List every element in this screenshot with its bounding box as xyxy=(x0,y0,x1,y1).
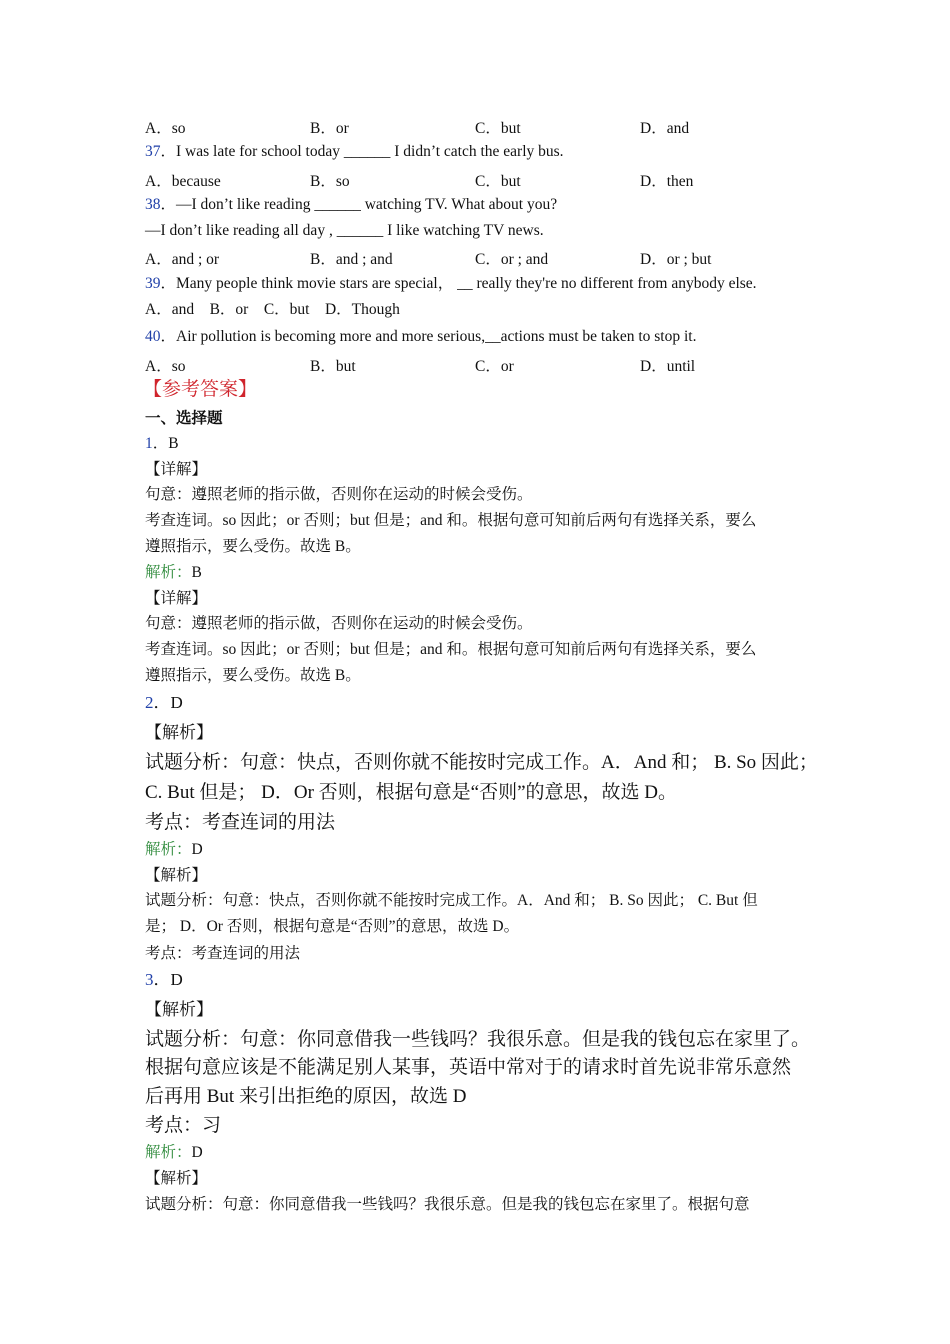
answer-2-jiexi xyxy=(145,840,203,860)
answer-2-value: ．D xyxy=(153,693,183,712)
q40-option-d: D．until xyxy=(640,358,696,375)
answer-1-value: ．B xyxy=(152,435,179,452)
answer-3-analysis-line1: 试题分析：句意：你同意借我一些钱吗？我很乐意。但是我的钱包忘在家里了。 xyxy=(145,1029,811,1050)
answer-1-analysis-line3: 考查连词。so 因此；or 否则；but 但是；and 和。根据句意可知前后两句有选择关系，要么 xyxy=(145,641,757,658)
q36-option-d: D．and xyxy=(640,120,690,137)
q37-option-a: A．because xyxy=(145,173,221,190)
q39-options: A．and B．or C．but D．Though xyxy=(145,301,400,318)
q39-text: ．Many people think movie stars are special， __ really they're no different from anybody else. xyxy=(160,275,757,292)
answer-2-number: 2 xyxy=(145,693,154,712)
section-heading: 一、选择题 xyxy=(145,410,223,427)
answer-1-jiexi xyxy=(145,563,202,583)
answer-3-analysis-line3: 后再用 But 来引出拒绝的原因，故选 D xyxy=(145,1086,467,1107)
answer-2-analysis-line2: C. But 但是； D．Or 否则，根据句意是“否则”的意思，故选 D。 xyxy=(145,782,677,803)
q38-number: 38 xyxy=(145,196,161,213)
q38-text: ．—I don’t like reading ______ watching TV. What about you? xyxy=(160,196,558,213)
q37-option-c: C．but xyxy=(475,173,521,190)
q37-text: ．I was late for school today ______ I didn’t catch the early bus. xyxy=(160,143,564,160)
answer-3 xyxy=(145,970,183,990)
q38-option-a: A．and ; or xyxy=(145,251,220,268)
q38-option-c: C．or ; and xyxy=(475,251,549,268)
answer-2-jiexi-value: D xyxy=(191,841,203,858)
answer-1-detail-label: 【详解】 xyxy=(145,461,208,478)
answer-3-point: 考点：习 xyxy=(145,1115,222,1136)
answer-1-meaning: 句意：遵照老师的指示做，否则你在运动的时候会受伤。 xyxy=(145,486,533,503)
q40-option-c: C．or xyxy=(475,358,514,375)
q40-number: 40 xyxy=(145,328,161,345)
q40-text: ．Air pollution is becoming more and more serious,__actions must be taken to stop it. xyxy=(160,328,697,345)
answer-3-value: ．D xyxy=(153,970,183,989)
answer-2-small-point: 考点：考查连词的用法 xyxy=(145,945,301,962)
q36-option-a: A．so xyxy=(145,120,186,137)
answer-3-small-line1: 试题分析：句意：你同意借我一些钱吗？我很乐意。但是我的钱包忘在家里了。根据句意 xyxy=(145,1196,750,1213)
answer-1 xyxy=(145,434,179,454)
answer-3-label-2: 【解析】 xyxy=(145,1170,208,1187)
answer-2-jiexi-label: 解析： xyxy=(145,841,192,858)
answer-3-jiexi xyxy=(145,1143,203,1163)
answer-3-label: 【解析】 xyxy=(145,1000,213,1019)
answer-1-jiexi-value: B xyxy=(191,564,202,581)
answer-2-point: 考点：考查连词的用法 xyxy=(145,812,336,833)
q40-question xyxy=(145,327,696,347)
q37-option-d: D．then xyxy=(640,173,694,190)
answer-1-number: 1 xyxy=(145,435,153,452)
answer-1-detail-label-2: 【详解】 xyxy=(145,590,208,607)
answers-heading: 【参考答案】 xyxy=(143,379,258,400)
q40-option-a: A．so xyxy=(145,358,186,375)
q37-question xyxy=(145,142,564,162)
q36-option-c: C．but xyxy=(475,120,521,137)
answer-1-analysis-line2: 遵照指示，要么受伤。故选 B。 xyxy=(145,538,361,555)
answer-3-analysis-line2: 根据句意应该是不能满足别人某事，英语中常对于的请求时首先说非常乐意然 xyxy=(145,1057,792,1078)
answer-3-jiexi-label: 解析： xyxy=(145,1144,192,1161)
answer-2-label: 【解析】 xyxy=(145,723,213,742)
answer-3-jiexi-value: D xyxy=(191,1144,203,1161)
q39-question xyxy=(145,274,757,294)
answer-2-label-2: 【解析】 xyxy=(145,867,208,884)
answer-2 xyxy=(145,693,183,713)
answer-2-small-line2: 是； D．Or 否则，根据句意是“否则”的意思，故选 D。 xyxy=(145,918,520,935)
q40-option-b: B．but xyxy=(310,358,356,375)
q38-question-line2: —I don’t like reading all day , ______ I like watching TV news. xyxy=(145,222,544,239)
answer-1-jiexi-label: 解析： xyxy=(145,564,192,581)
q38-question xyxy=(145,195,557,215)
answer-1-analysis-line4: 遵照指示，要么受伤。故选 B。 xyxy=(145,667,361,684)
answer-1-analysis-line1: 考查连词。so 因此；or 否则；but 但是；and 和。根据句意可知前后两句有选择关系，要么 xyxy=(145,512,757,529)
q39-number: 39 xyxy=(145,275,161,292)
answer-2-analysis-line1: 试题分析：句意：快点，否则你就不能按时完成工作。A．And 和； B. So 因此； xyxy=(145,752,818,773)
q38-option-b: B．and ; and xyxy=(310,251,393,268)
q38-option-d: D．or ; but xyxy=(640,251,712,268)
answer-3-number: 3 xyxy=(145,970,154,989)
answer-1-meaning-2: 句意：遵照老师的指示做，否则你在运动的时候会受伤。 xyxy=(145,615,533,632)
q37-option-b: B．so xyxy=(310,173,350,190)
answer-2-small-line1: 试题分析：句意：快点，否则你就不能按时完成工作。A．And 和； B. So 因此； C. But 但 xyxy=(145,892,758,909)
q37-number: 37 xyxy=(145,143,161,160)
q36-option-b: B．or xyxy=(310,120,349,137)
